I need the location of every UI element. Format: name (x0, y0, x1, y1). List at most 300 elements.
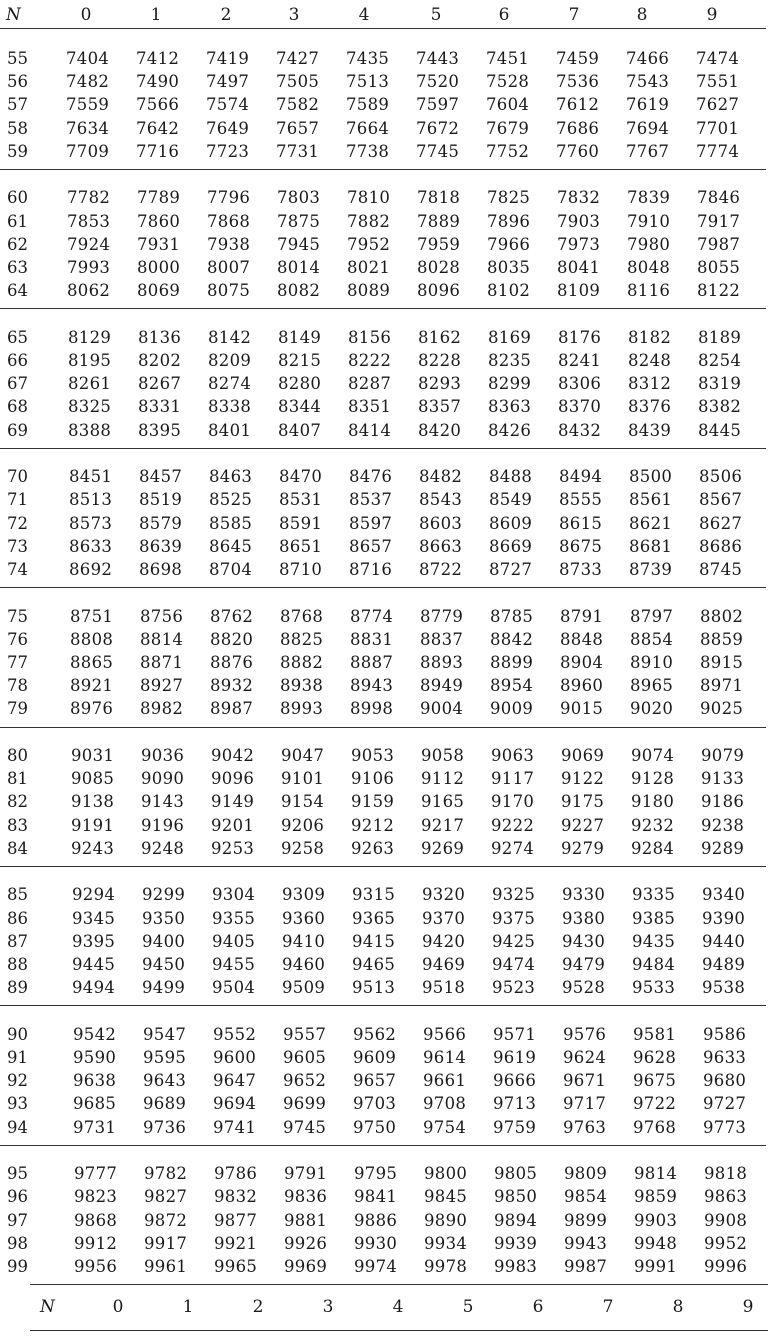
table-cell: 8182 (628, 327, 672, 347)
table-cell: 9523 (492, 978, 536, 998)
table-cell: 7427 (276, 49, 320, 68)
table-cell: 9934 (424, 1233, 468, 1253)
table-cell: 9633 (703, 1048, 747, 1067)
table-cell: 9143 (141, 792, 185, 812)
table-cell: 9058 (421, 746, 465, 765)
table-cell: 9009 (490, 699, 534, 719)
table-cell: 7917 (697, 211, 741, 231)
table-cell: 7789 (137, 188, 181, 208)
table-row (0, 141, 774, 163)
table-cell: 9763 (563, 1117, 607, 1137)
table-cell: 9671 (563, 1071, 607, 1091)
table-cell: 8686 (699, 536, 743, 556)
table-row (0, 48, 774, 70)
column-header-row (0, 0, 774, 30)
table-cell: 9908 (704, 1210, 748, 1230)
table-cell: 9304 (212, 885, 256, 905)
table-cell: 8312 (628, 374, 672, 394)
table-cell: 7952 (347, 234, 391, 254)
table-cell: 8382 (698, 397, 742, 417)
table-cell: 9096 (211, 769, 255, 789)
table-cell: 8609 (489, 513, 533, 533)
table-row (0, 675, 774, 697)
table-cell: 9987 (564, 1257, 608, 1276)
table-cell: 7482 (66, 72, 110, 92)
table-cell: 8745 (699, 560, 743, 579)
table-cell: 8319 (698, 374, 742, 394)
table-cell: 9917 (144, 1233, 188, 1253)
table-cell: 9703 (353, 1094, 397, 1114)
group-divider (0, 587, 766, 588)
table-row (0, 1210, 774, 1232)
footer-digit-5: 5 (462, 1297, 474, 1317)
table-cell: 9841 (354, 1187, 398, 1207)
table-cell: 8176 (558, 327, 602, 347)
table-cell: 7782 (67, 188, 111, 208)
table-cell: 9390 (702, 908, 746, 928)
table-cell: 8585 (209, 513, 253, 533)
table-row (0, 1070, 774, 1092)
table-cell: 9713 (493, 1094, 537, 1114)
row-n-label: 88 (7, 955, 28, 974)
table-cell: 9741 (213, 1117, 257, 1137)
group-divider (0, 308, 766, 309)
table-cell: 8267 (138, 374, 182, 394)
table-cell: 8325 (68, 397, 112, 417)
table-row (0, 1047, 774, 1069)
table-cell: 9440 (702, 931, 746, 951)
table-cell: 8921 (70, 676, 114, 696)
table-cell: 8293 (418, 374, 462, 394)
table-cell: 9455 (212, 955, 256, 974)
table-cell: 8882 (280, 653, 324, 672)
table-cell: 9385 (632, 908, 676, 928)
table-cell: 9400 (142, 931, 186, 951)
table-cell: 9600 (213, 1048, 257, 1067)
table-cell: 9750 (353, 1117, 397, 1137)
table-cell: 8739 (629, 560, 673, 579)
table-cell: 8904 (560, 653, 604, 672)
table-cell: 9894 (494, 1210, 538, 1230)
table-cell: 9435 (632, 931, 676, 951)
row-n-label: 56 (7, 72, 28, 92)
table-cell: 9881 (284, 1210, 328, 1230)
table-cell: 7938 (207, 234, 251, 254)
table-cell: 7466 (626, 49, 670, 68)
table-cell: 8470 (279, 467, 323, 487)
table-cell: 9736 (143, 1117, 187, 1137)
table-row (0, 280, 774, 302)
table-cell: 9863 (704, 1187, 748, 1207)
row-n-label: 81 (7, 769, 28, 789)
table-cell: 9827 (144, 1187, 188, 1207)
table-cell: 9284 (631, 838, 675, 858)
table-cell: 9253 (211, 838, 255, 858)
table-row (0, 954, 774, 976)
header-digit-8: 8 (636, 5, 648, 25)
table-cell: 9809 (564, 1164, 608, 1184)
row-n-label: 58 (7, 118, 28, 138)
table-cell: 8802 (700, 606, 744, 626)
row-n-label: 76 (7, 629, 28, 649)
header-rule (0, 28, 766, 29)
table-cell: 9112 (421, 769, 465, 789)
table-cell: 9165 (421, 792, 465, 812)
table-cell: 8457 (139, 467, 183, 487)
table-cell: 9484 (632, 955, 676, 974)
table-cell: 8388 (68, 420, 112, 440)
table-cell: 9025 (700, 699, 744, 719)
table-cell: 8299 (488, 374, 532, 394)
row-n-label: 71 (7, 490, 28, 510)
table-cell: 8915 (700, 653, 744, 672)
table-cell: 9912 (74, 1233, 118, 1253)
row-n-label: 83 (7, 815, 28, 835)
table-cell: 9685 (73, 1094, 117, 1114)
table-cell: 9823 (74, 1187, 118, 1207)
table-cell: 9538 (702, 978, 746, 998)
table-cell: 9212 (351, 815, 395, 835)
table-cell: 8893 (420, 653, 464, 672)
table-cell: 9727 (703, 1094, 747, 1114)
table-cell: 9624 (563, 1048, 607, 1067)
table-cell: 9943 (564, 1233, 608, 1253)
table-cell: 9643 (143, 1071, 187, 1091)
table-row (0, 629, 774, 651)
table-cell: 8122 (697, 281, 741, 301)
row-n-label: 67 (7, 374, 28, 394)
table-cell: 9708 (423, 1094, 467, 1114)
table-cell: 9375 (492, 908, 536, 928)
row-n-label: 95 (7, 1164, 28, 1184)
table-cell: 8756 (140, 606, 184, 626)
table-cell: 9450 (142, 955, 186, 974)
table-cell: 8633 (69, 536, 113, 556)
table-cell: 8445 (698, 420, 742, 440)
table-row (0, 327, 774, 349)
table-cell: 8965 (630, 676, 674, 696)
table-cell: 8116 (627, 281, 671, 301)
table-cell: 9274 (491, 838, 535, 858)
table-cell: 8859 (700, 629, 744, 649)
row-n-label: 70 (7, 467, 28, 487)
table-cell: 7566 (136, 95, 180, 115)
table-cell: 7796 (207, 188, 251, 208)
table-cell: 7745 (416, 141, 460, 161)
table-cell: 9859 (634, 1187, 678, 1207)
table-cell: 9175 (561, 792, 605, 812)
row-n-label: 99 (7, 1257, 28, 1276)
table-cell: 9101 (281, 769, 325, 789)
table-cell: 7528 (486, 72, 530, 92)
table-cell: 7767 (626, 141, 670, 161)
table-cell: 8998 (350, 699, 394, 719)
table-cell: 7752 (486, 141, 530, 161)
table-cell: 7760 (556, 141, 600, 161)
row-n-label: 85 (7, 885, 28, 905)
table-cell: 8645 (209, 536, 253, 556)
table-cell: 9191 (71, 815, 115, 835)
table-cell: 8007 (207, 258, 251, 277)
table-cell: 8189 (698, 327, 742, 347)
header-digit-6: 6 (498, 5, 510, 25)
table-cell: 9004 (420, 699, 464, 719)
table-cell: 9053 (351, 746, 395, 765)
table-cell: 9666 (493, 1071, 537, 1091)
table-cell: 7709 (66, 141, 110, 161)
table-cell: 9782 (144, 1164, 188, 1184)
table-cell: 7435 (346, 49, 390, 68)
table-row (0, 466, 774, 488)
table-cell: 9042 (211, 746, 255, 765)
table-cell: 8028 (417, 258, 461, 277)
table-cell: 9340 (702, 885, 746, 905)
table-cell: 9232 (631, 815, 675, 835)
row-n-label: 72 (7, 513, 28, 533)
table-cell: 7853 (67, 211, 111, 231)
table-cell: 8169 (488, 327, 532, 347)
table-cell: 9263 (351, 838, 395, 858)
table-row (0, 420, 774, 442)
table-cell: 7597 (416, 95, 460, 115)
table-cell: 9085 (71, 769, 115, 789)
table-cell: 8241 (558, 351, 602, 370)
table-cell: 9330 (562, 885, 606, 905)
row-n-label: 87 (7, 931, 28, 951)
table-row (0, 908, 774, 930)
table-cell: 8248 (628, 351, 672, 370)
table-cell: 9638 (73, 1071, 117, 1091)
table-cell: 8261 (68, 374, 112, 394)
table-cell: 9562 (353, 1024, 397, 1044)
row-n-label: 86 (7, 908, 28, 928)
table-cell: 9106 (351, 769, 395, 789)
table-cell: 8621 (629, 513, 673, 533)
row-n-label: 91 (7, 1048, 28, 1067)
table-cell: 9533 (632, 978, 676, 998)
table-row (0, 815, 774, 837)
table-cell: 9365 (352, 908, 396, 928)
row-n-label: 79 (7, 699, 28, 719)
table-row (0, 606, 774, 628)
table-cell: 7931 (137, 234, 181, 254)
table-cell: 9117 (491, 769, 535, 789)
table-cell: 7536 (556, 72, 600, 92)
table-cell: 9201 (211, 815, 255, 835)
table-cell: 7959 (417, 234, 461, 254)
table-cell: 9415 (352, 931, 396, 951)
table-cell: 9926 (284, 1233, 328, 1253)
table-cell: 8129 (68, 327, 112, 347)
footer-digit-2: 2 (252, 1297, 264, 1317)
table-cell: 7774 (696, 141, 740, 161)
table-cell: 8395 (138, 420, 182, 440)
table-cell: 9469 (422, 955, 466, 974)
table-cell: 9360 (282, 908, 326, 928)
table-cell: 9759 (493, 1117, 537, 1137)
table-cell: 9074 (631, 746, 675, 765)
table-cell: 9410 (282, 931, 326, 951)
table-cell: 8768 (280, 606, 324, 626)
table-cell: 8376 (628, 397, 672, 417)
table-cell: 8306 (558, 374, 602, 394)
table-cell: 9474 (492, 955, 536, 974)
table-cell: 8561 (629, 490, 673, 510)
table-cell: 9805 (494, 1164, 538, 1184)
table-cell: 9886 (354, 1210, 398, 1230)
table-cell: 9791 (284, 1164, 328, 1184)
table-cell: 8439 (628, 420, 672, 440)
table-cell: 9680 (703, 1071, 747, 1091)
table-cell: 8669 (489, 536, 533, 556)
table-cell: 9315 (352, 885, 396, 905)
table-row (0, 187, 774, 209)
table-cell: 9279 (561, 838, 605, 858)
table-cell: 9661 (423, 1071, 467, 1091)
table-cell: 8513 (69, 490, 113, 510)
table-cell: 9445 (72, 955, 116, 974)
table-cell: 9566 (423, 1024, 467, 1044)
table-cell: 9405 (212, 931, 256, 951)
table-cell: 9675 (633, 1071, 677, 1091)
row-n-label: 98 (7, 1233, 28, 1253)
table-cell: 8287 (348, 374, 392, 394)
table-row (0, 1163, 774, 1185)
table-cell: 8075 (207, 281, 251, 301)
table-row (0, 931, 774, 953)
table-cell: 8344 (278, 397, 322, 417)
table-cell: 8109 (557, 281, 601, 301)
table-cell: 8627 (699, 513, 743, 533)
table-cell: 8751 (70, 606, 114, 626)
table-cell: 9872 (144, 1210, 188, 1230)
table-cell: 8910 (630, 653, 674, 672)
footer-bottom-rule (30, 1330, 768, 1331)
header-digit-9: 9 (706, 5, 718, 25)
table-cell: 9818 (704, 1164, 748, 1184)
table-cell: 8357 (418, 397, 462, 417)
table-cell: 8876 (210, 653, 254, 672)
header-digit-1: 1 (150, 5, 162, 25)
table-cell: 7419 (206, 49, 250, 68)
table-cell: 8971 (700, 676, 744, 696)
table-cell: 9571 (493, 1024, 537, 1044)
table-row (0, 838, 774, 860)
table-cell: 9494 (72, 978, 116, 998)
table-cell: 9180 (631, 792, 675, 812)
table-cell: 9227 (561, 815, 605, 835)
table-cell: 8733 (559, 560, 603, 579)
group-divider (0, 866, 766, 867)
table-cell: 8235 (488, 351, 532, 370)
table-cell: 9903 (634, 1210, 678, 1230)
row-n-label: 89 (7, 978, 28, 998)
table-cell: 9956 (74, 1257, 118, 1276)
table-cell: 9128 (631, 769, 675, 789)
table-cell: 8842 (490, 629, 534, 649)
table-row (0, 1186, 774, 1208)
table-cell: 8338 (208, 397, 252, 417)
table-row (0, 350, 774, 372)
table-cell: 9595 (143, 1048, 187, 1067)
table-cell: 8531 (279, 490, 323, 510)
table-cell: 8727 (489, 560, 533, 579)
table-cell: 9513 (352, 978, 396, 998)
table-cell: 9754 (423, 1117, 467, 1137)
table-cell: 9786 (214, 1164, 258, 1184)
table-cell: 7860 (137, 211, 181, 231)
table-row (0, 652, 774, 674)
table-cell: 9355 (212, 908, 256, 928)
table-cell: 9657 (353, 1071, 397, 1091)
table-row (0, 513, 774, 535)
table-cell: 7875 (277, 211, 321, 231)
table-row (0, 211, 774, 233)
table-cell: 9542 (73, 1024, 117, 1044)
table-cell: 9614 (423, 1048, 467, 1067)
table-cell: 8254 (698, 351, 742, 370)
row-n-label: 96 (7, 1187, 28, 1207)
table-cell: 9465 (352, 955, 396, 974)
table-cell: 7513 (346, 72, 390, 92)
table-cell: 8222 (348, 351, 392, 370)
table-cell: 8722 (419, 560, 463, 579)
table-cell: 9965 (214, 1257, 258, 1276)
row-n-label: 92 (7, 1071, 28, 1091)
footer-digit-0: 0 (112, 1297, 124, 1317)
table-cell: 7551 (696, 72, 740, 92)
table-cell: 7664 (346, 118, 390, 138)
table-cell: 9420 (422, 931, 466, 951)
table-cell: 9890 (424, 1210, 468, 1230)
table-cell: 7839 (627, 188, 671, 208)
table-cell: 9425 (492, 931, 536, 951)
header-digit-5: 5 (430, 5, 442, 25)
group-divider (0, 1005, 766, 1006)
table-cell: 7490 (136, 72, 180, 92)
table-row (0, 884, 774, 906)
table-cell: 8089 (347, 281, 391, 301)
table-cell: 9991 (634, 1257, 678, 1276)
table-cell: 9800 (424, 1164, 468, 1184)
table-cell: 7846 (697, 188, 741, 208)
header-digit-7: 7 (568, 5, 580, 25)
table-cell: 7604 (486, 95, 530, 115)
table-cell: 8062 (67, 281, 111, 301)
table-row (0, 94, 774, 116)
table-cell: 8597 (349, 513, 393, 533)
table-cell: 7612 (556, 95, 600, 115)
table-cell: 8949 (420, 676, 464, 696)
table-cell: 8887 (350, 653, 394, 672)
table-cell: 8494 (559, 467, 603, 487)
table-cell: 9206 (281, 815, 325, 835)
table-row (0, 71, 774, 93)
table-cell: 8657 (349, 536, 393, 556)
table-cell: 8041 (557, 258, 601, 277)
header-digit-3: 3 (288, 5, 300, 25)
table-cell: 7882 (347, 211, 391, 231)
table-cell: 8274 (208, 374, 252, 394)
table-cell: 9222 (491, 815, 535, 835)
table-cell: 8785 (490, 606, 534, 626)
row-n-label: 80 (7, 746, 28, 765)
row-n-label: 57 (7, 95, 28, 115)
table-cell: 9576 (563, 1024, 607, 1044)
table-cell: 9320 (422, 885, 466, 905)
table-cell: 8202 (138, 351, 182, 370)
header-n-label: N (6, 5, 21, 25)
